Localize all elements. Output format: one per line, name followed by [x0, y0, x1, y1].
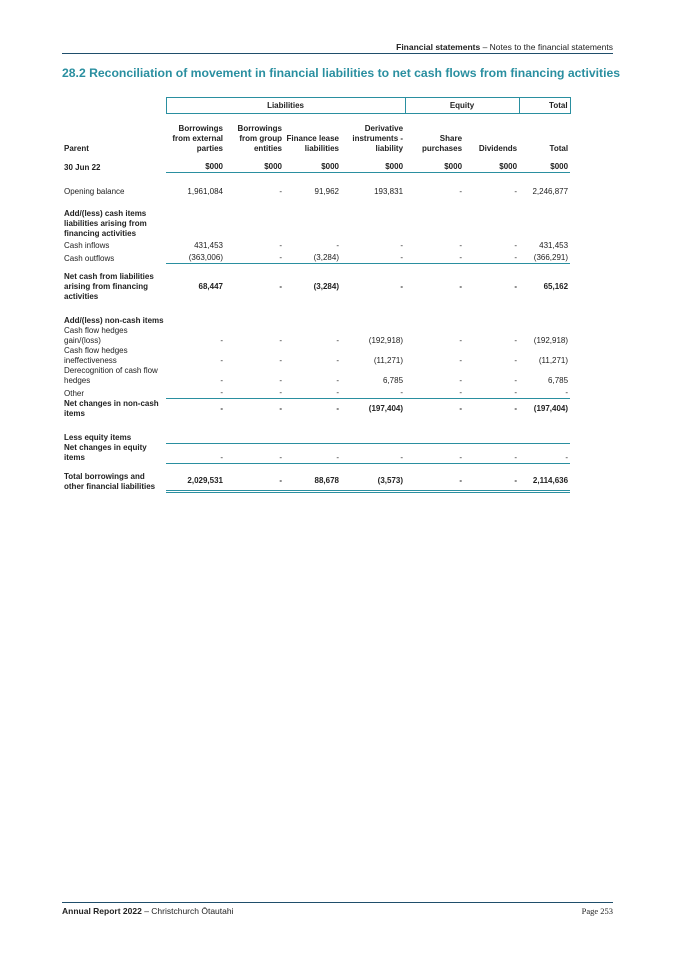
- table-cell: -: [514, 282, 518, 291]
- row-label: Other: [64, 388, 85, 398]
- unit-cell: $000: [519, 158, 570, 173]
- table-cell: -: [284, 386, 341, 399]
- section-heading-row: [62, 314, 570, 326]
- table-cell: -: [519, 386, 570, 399]
- section-heading: Add/(less) cash items liabilities arising from financing activities: [64, 209, 147, 238]
- table-cell: -: [220, 403, 223, 413]
- table-row: [62, 251, 570, 264]
- footer-report-title: [62, 906, 233, 916]
- table-cell: -: [279, 356, 282, 365]
- table-cell: 431,453: [539, 241, 569, 250]
- col-header: Dividends: [478, 144, 518, 153]
- group-equity: Equity: [405, 98, 519, 114]
- table-cell: -: [279, 282, 282, 291]
- row-label: Cash flow hedges gain/(loss): [64, 326, 128, 345]
- table-cell: -: [459, 241, 463, 250]
- unit-cell: $000: [284, 158, 341, 173]
- table-cell: -: [341, 386, 405, 399]
- table-cell: 193,831: [374, 187, 404, 196]
- table-row: [62, 185, 570, 197]
- table-cell: 1,961,084: [187, 187, 223, 196]
- table-row: [62, 326, 570, 346]
- table-cell: (11,271): [538, 356, 569, 365]
- unit-cell: $000: [405, 158, 464, 173]
- date-label: 30 Jun 22: [64, 162, 101, 172]
- table-cell: (366,291): [519, 251, 570, 264]
- table-cell: -: [279, 336, 282, 345]
- table-cell: 2,029,531: [166, 472, 225, 492]
- running-header: [396, 42, 613, 52]
- table-cell: (197,404): [533, 403, 569, 413]
- table-cell: (11,271): [373, 356, 404, 365]
- col-header: Borrowings from external parties: [172, 124, 223, 153]
- table-cell: -: [514, 241, 518, 250]
- table-cell: -: [464, 251, 519, 264]
- table-cell: (192,918): [533, 336, 569, 345]
- col-header: Borrowings from group entities: [237, 124, 282, 153]
- table-cell: -: [336, 403, 339, 413]
- table-cell: -: [279, 241, 282, 250]
- row-label: Cash flow hedges ineffectiveness: [64, 346, 128, 365]
- table-cell: -: [279, 403, 282, 413]
- column-header-row: [62, 114, 570, 159]
- table-cell: 2,246,877: [532, 187, 569, 196]
- table-cell: -: [336, 356, 339, 365]
- table-cell: -: [459, 356, 463, 365]
- group-spacer: [62, 98, 166, 114]
- row-label: Cash inflows: [64, 241, 110, 250]
- col-header: Share purchases: [422, 134, 463, 153]
- table-cell: -: [279, 376, 282, 385]
- group-total: Total: [519, 98, 570, 114]
- table-cell: -: [284, 443, 341, 463]
- unit-row: [62, 158, 570, 173]
- table-cell: -: [400, 241, 404, 250]
- table-cell: 65,162: [543, 282, 569, 291]
- col-header: Finance lease liabilities: [286, 134, 339, 153]
- table-cell: 68,447: [198, 282, 223, 291]
- table-cell: (363,006): [166, 251, 225, 264]
- column-group-row: [62, 98, 570, 114]
- table-cell: -: [225, 472, 284, 492]
- section-heading: Less equity items: [64, 433, 132, 442]
- table-cell: -: [405, 472, 464, 492]
- table-cell: -: [166, 386, 225, 399]
- unit-cell: $000: [341, 158, 405, 173]
- table-cell: -: [464, 386, 519, 399]
- table-cell: -: [166, 443, 225, 463]
- table-cell: (3,284): [284, 251, 341, 264]
- table-cell: -: [514, 403, 518, 413]
- row-label: Net changes in equity items: [64, 443, 147, 462]
- running-header-subsection: – Notes to the financial statements: [480, 42, 613, 52]
- table-cell: -: [459, 282, 463, 291]
- table-cell: -: [220, 336, 223, 345]
- table-cell: -: [514, 376, 518, 385]
- table-row: [62, 346, 570, 366]
- section-heading: Add/(less) non-cash items: [64, 316, 164, 325]
- table-cell: -: [336, 336, 339, 345]
- table-row: [62, 386, 570, 399]
- row-label: Cash outflows: [64, 253, 115, 263]
- footer-rule: [62, 902, 613, 903]
- table-cell: 91,962: [314, 187, 339, 196]
- unit-cell: $000: [225, 158, 284, 173]
- unit-cell: $000: [464, 158, 519, 173]
- unit-cell: $000: [166, 158, 225, 173]
- table-cell: -: [459, 403, 463, 413]
- row-label: Net cash from liabilities arising from financing activities: [64, 272, 154, 301]
- table-cell: 2,114,636: [519, 472, 570, 492]
- subtotal-row: [62, 399, 570, 419]
- table-cell: 431,453: [194, 241, 223, 250]
- table-cell: (3,573): [341, 472, 405, 492]
- table-cell: -: [405, 386, 464, 399]
- reconciliation-table: [62, 97, 571, 493]
- table-cell: -: [459, 336, 463, 345]
- table-cell: -: [459, 376, 463, 385]
- table-cell: -: [336, 376, 339, 385]
- table-row: [62, 366, 570, 386]
- table-cell: -: [225, 251, 284, 264]
- table-cell: -: [459, 187, 463, 196]
- table-cell: -: [514, 356, 518, 365]
- table-cell: -: [405, 443, 464, 463]
- header-rule: [62, 53, 613, 54]
- table-cell: 88,678: [284, 472, 341, 492]
- table-cell: -: [225, 443, 284, 463]
- table-cell: -: [514, 187, 518, 196]
- row-label: Opening balance: [64, 187, 125, 196]
- col-header: Derivative instruments - liability: [352, 124, 404, 153]
- section-heading-row: [62, 209, 570, 239]
- row-label: Derecognition of cash flow hedges: [64, 366, 158, 385]
- parent-label: Parent: [64, 144, 89, 153]
- col-header: Total: [549, 144, 569, 153]
- table-cell: -: [220, 356, 223, 365]
- table-cell: -: [225, 386, 284, 399]
- row-label: Net changes in non-cash items: [64, 398, 159, 418]
- table-cell: -: [464, 443, 519, 463]
- table-cell: -: [341, 443, 405, 463]
- table-cell: 6,785: [548, 376, 569, 385]
- table-cell: -: [400, 282, 404, 291]
- section-title: 28.2 Reconciliation of movement in financial liabilities to net cash flows from financing activities: [62, 66, 621, 80]
- table-cell: (197,404): [368, 403, 404, 413]
- row-label: Total borrowings and other financial liabilities: [64, 471, 156, 491]
- table-cell: -: [514, 336, 518, 345]
- section-heading-row: [62, 431, 570, 444]
- footer-report-name: Annual Report 2022: [62, 906, 142, 916]
- footer-organisation: – Christchurch Ōtautahi: [141, 906, 234, 916]
- group-liabilities: Liabilities: [166, 98, 405, 114]
- running-header-section: Financial statements: [396, 42, 481, 52]
- table-row: [62, 239, 570, 251]
- page-number: Page 253: [581, 906, 613, 916]
- table-cell: -: [464, 472, 519, 492]
- table-cell: -: [341, 251, 405, 264]
- table-cell: (3,284): [313, 282, 339, 291]
- table-cell: -: [519, 443, 570, 463]
- table-cell: -: [405, 251, 464, 264]
- table-cell: -: [220, 376, 223, 385]
- table-cell: 6,785: [383, 376, 404, 385]
- table-cell: -: [279, 187, 282, 196]
- subtotal-row: [62, 443, 570, 463]
- table-cell: (192,918): [368, 336, 404, 345]
- subtotal-row: [62, 272, 570, 302]
- table-cell: -: [336, 241, 339, 250]
- total-row: [62, 472, 570, 492]
